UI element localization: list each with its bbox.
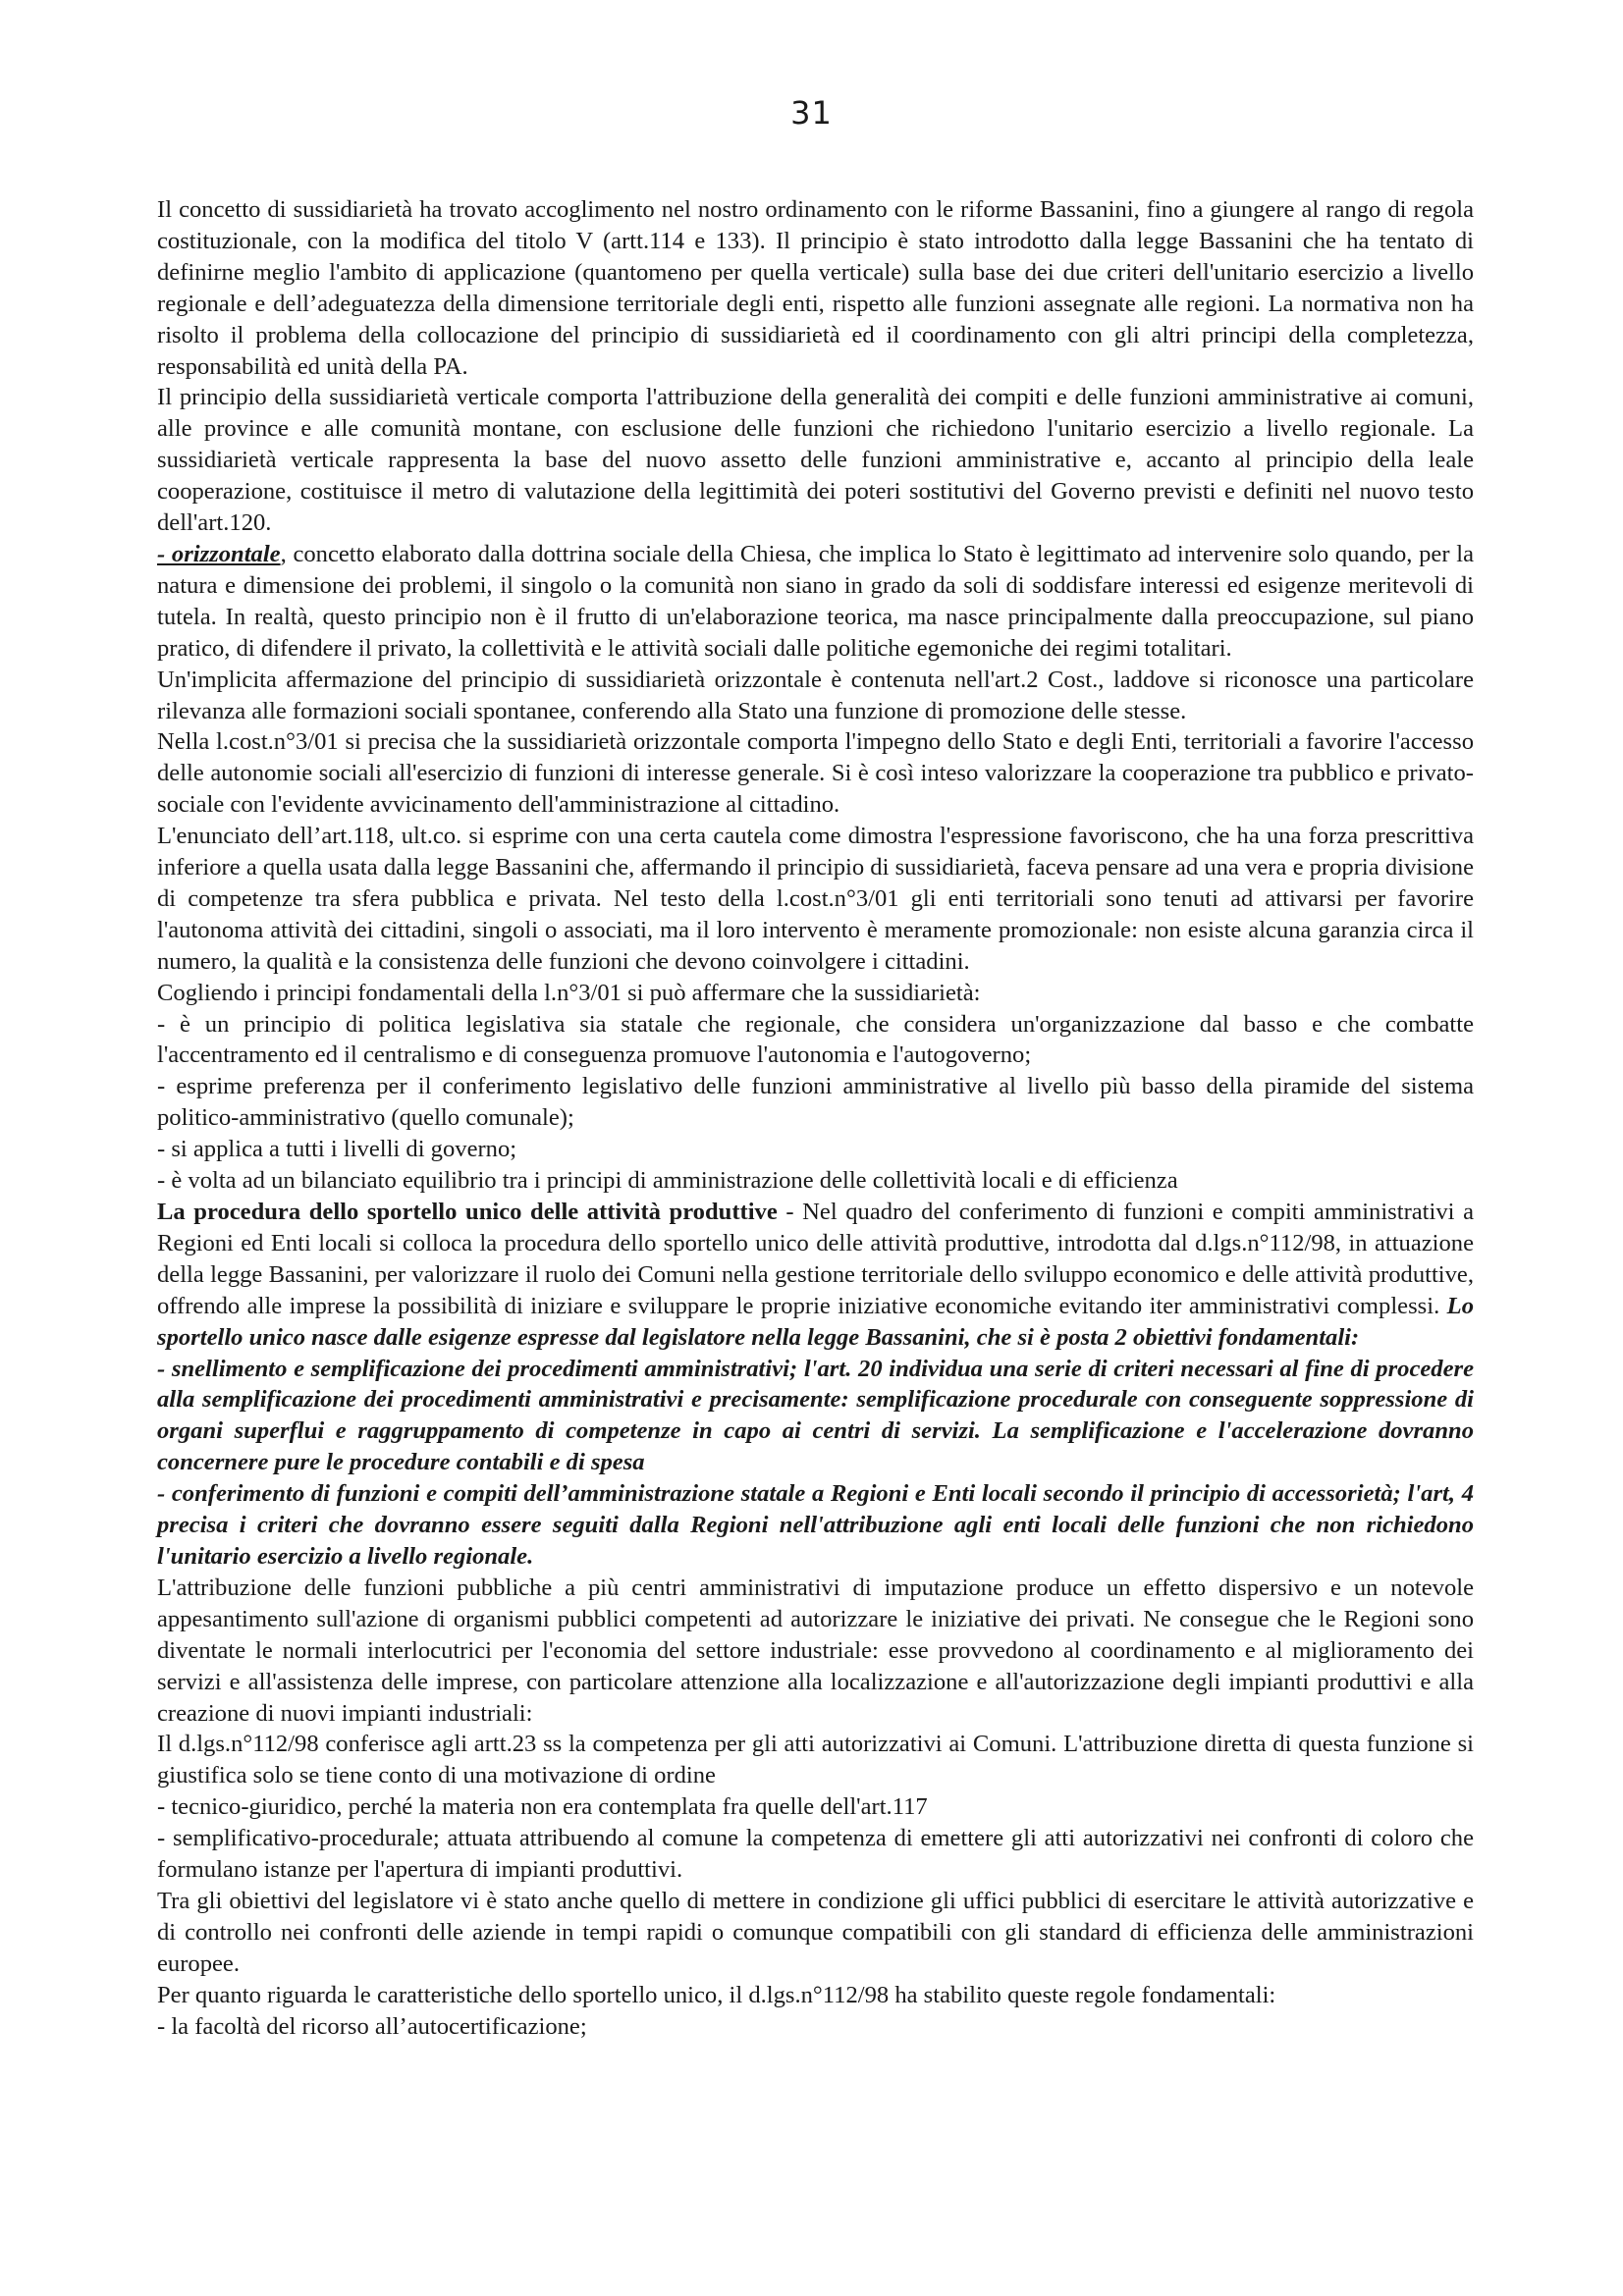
list-item: - la facoltà del ricorso all’autocertificazione; xyxy=(157,2012,587,2040)
list-item: - si applica a tutti i livelli di governo; xyxy=(157,1136,517,1163)
paragraph-text: - Nel quadro del conferimento di funzioni e compiti amministrativi a Regioni ed Enti locali si colloca la procedura dello sportello unico delle attività produttive, introdotta dal d.lgs.n°112/98, in attuazione della legge Bassanini, per valorizzare il ruolo dei Comuni nella gestione territoriale dello sviluppo economico e delle attività produttive, offrendo alle imprese la possibilità di iniziare e sviluppare le proprie iniziative economiche evitando iter amministrativi complessi. xyxy=(157,1199,1474,1319)
paragraph: Il d.lgs.n°112/98 conferisce agli artt.23 ss la competenza per gli atti autorizzativi ai Comuni. L'attribuzione diretta di questa funzione si giustifica solo se tiene conto di una motivazione di ordine xyxy=(157,1731,1474,1789)
paragraph: L'enunciato dell’art.118, ult.co. si esprime con una certa cautela come dimostra l'espressione favoriscono, che ha una forza prescrittiva inferiore a quella usata dalla legge Bassanini che, affermando il principio di sussidiarietà, faceva pensare ad una vera e propria divisione di competenze tra sfera pubblica e privata. Nel testo della l.cost.n°3/01 gli enti territoriali sono tenuti ad attivarsi per favorire l'autonoma attività dei cittadini, singoli o associati, ma il loro intervento è meramente promozionale: non esiste alcuna garanzia circa il numero, la qualità e la consistenza delle funzioni che devono coinvolgere i cittadini. xyxy=(157,823,1474,975)
list-item: - esprime preferenza per il conferimento legislativo delle funzioni amministrative al livello più basso della piramide del sistema politico-amministrativo (quello comunale); xyxy=(157,1073,1474,1132)
paragraph: Per quanto riguarda le caratteristiche dello sportello unico, il d.lgs.n°112/98 ha stabilito queste regole fondamentali: xyxy=(157,1981,1276,2008)
list-item: - è un principio di politica legislativa sia statale che regionale, che considera un'organizzazione dal basso e che combatte l'accentramento ed il centralismo e di conseguenza promuove l'autonomia e l'autogoverno; xyxy=(157,1010,1474,1069)
paragraph xyxy=(157,539,1474,665)
paragraph: Il principio della sussidiarietà verticale comporta l'attribuzione della generalità dei compiti e delle funzioni amministrative ai comuni, alle province e alle comunità montane, con esclusione delle funzioni che richiedono l'unitario esercizio a livello regionale. La sussidiarietà verticale rappresenta la base del nuovo assetto delle funzioni amministrative e, accanto al principio della leale cooperazione, costituisce il metro di valutazione della legittimità dei poteri sostitutivi del Governo previsti e definiti nel nuovo testo dell'art.120. xyxy=(157,384,1474,537)
list-item-emphasis: - conferimento di funzioni e compiti dell’amministrazione statale a Regioni e Enti locali secondo il principio di accessorietà; l'art, 4 precisa i criteri che dovranno essere seguiti dalla Regioni nell'attribuzione agli enti locali delle funzioni che non richiedono l'unitario esercizio a livello regionale. xyxy=(157,1480,1474,1570)
paragraph: Nella l.cost.n°3/01 si precisa che la sussidiarietà orizzontale comporta l'impegno dello Stato e degli Enti, territoriali a favorire l'accesso delle autonomie sociali all'esercizio di funzioni di interesse generale. Si è così inteso valorizzare la cooperazione tra pubblico e privato-sociale con l'evidente avvicinamento dell'amministrazione al cittadino. xyxy=(157,728,1474,819)
document-body xyxy=(157,194,1474,2042)
section-heading-sportello-unico: La procedura dello sportello unico delle attività produttive xyxy=(157,1199,778,1225)
list-item: - è volta ad un bilanciato equilibrio tra i principi di amministrazione delle collettività locali e di efficienza xyxy=(157,1167,1178,1195)
paragraph: Cogliendo i principi fondamentali della l.n°3/01 si può affermare che la sussidiarietà: xyxy=(157,979,981,1006)
emphasis-text: Lo sportello unico nasce dalle esigenze espresse dal legislatore nella legge Bassanini, che si è posta 2 obiettivi fondamentali: xyxy=(157,1292,1474,1351)
paragraph-text: , concetto elaborato dalla dottrina sociale della Chiesa, che implica lo Stato è legittimato ad intervenire solo quando, per la natura e dimensione dei problemi, il singolo o la comunità non siano in grado da soli di soddisfare interessi ed esigenze meritevoli di tutela. In realtà, questo principio non è il frutto di un'elaborazione teorica, ma nasce principalmente dalla preoccupazione, sul piano pratico, di difendere il privato, la collettività e le attività sociali dalle politiche egemoniche dei regimi totalitari. xyxy=(157,540,1474,662)
page-number: 31 xyxy=(790,94,833,132)
paragraph: L'attribuzione delle funzioni pubbliche a più centri amministrativi di imputazione produce un effetto dispersivo e un notevole appesantimento sull'azione di organismi pubblici competenti ad autorizzare le iniziative dei privati. Ne consegue che le Regioni sono diventate le normali interlocutrici per l'economia del settore industriale: esse provvedono al coordinamento e al miglioramento dei servizi e all'assistenza delle imprese, con particolare attenzione alla localizzazione e all'autorizzazione degli impianti produttivi e alla creazione di nuovi impianti industriali: xyxy=(157,1574,1474,1727)
paragraph: Un'implicita affermazione del principio di sussidiarietà orizzontale è contenuta nell'art.2 Cost., laddove si riconosce una particolare rilevanza alle formazioni sociali spontanee, conferendo alla Stato una funzione di promozione delle stesse. xyxy=(157,666,1474,724)
paragraph: Il concetto di sussidiarietà ha trovato accoglimento nel nostro ordinamento con le riforme Bassanini, fino a giungere al rango di regola costituzionale, con la modifica del titolo V (artt.114 e 133). Il principio è stato introdotto dalla legge Bassanini che ha tentato di definirne meglio l'ambito di applicazione (quantomeno per quella verticale) sulla base dei due criteri dell'unitario esercizio a livello regionale e dell’adeguatezza della dimensione territoriale degli enti, rispetto alle funzioni assegnate alle regioni. La normativa non ha risolto il problema della collocazione del principio di sussidiarietà ed il coordinamento con gli altri principi della completezza, responsabilità ed unità della PA. xyxy=(157,196,1474,380)
paragraph xyxy=(157,1197,1474,1354)
paragraph: Tra gli obiettivi del legislatore vi è stato anche quello di mettere in condizione gli uffici pubblici di esercitare le attività autorizzative e di controllo nei confronti delle aziende in tempi rapidi o comunque compatibili con gli standard di efficienza delle amministrazioni europee. xyxy=(157,1887,1474,1977)
list-item: - semplificativo-procedurale; attuata attribuendo al comune la competenza di emettere gli atti autorizzativi nei confronti di coloro che formulano istanze per l'apertura di impianti produttivi. xyxy=(157,1825,1474,1884)
list-item: - tecnico-giuridico, perché la materia non era contemplata fra quelle dell'art.117 xyxy=(157,1793,928,1821)
section-label-orizzontale: - orizzontale xyxy=(157,540,281,567)
list-item-emphasis: - snellimento e semplificazione dei procedimenti amministrativi; l'art. 20 individua una serie di criteri necessari al fine di procedere alla semplificazione dei procedimenti amministrativi e precisamente: semplificazione procedurale con conseguente soppressione di organi superflui e raggruppamento di competenze in capo ai centri di servizi. La semplificazione e l'accelerazione dovranno concernere pure le procedure contabili e di spesa xyxy=(157,1355,1474,1476)
